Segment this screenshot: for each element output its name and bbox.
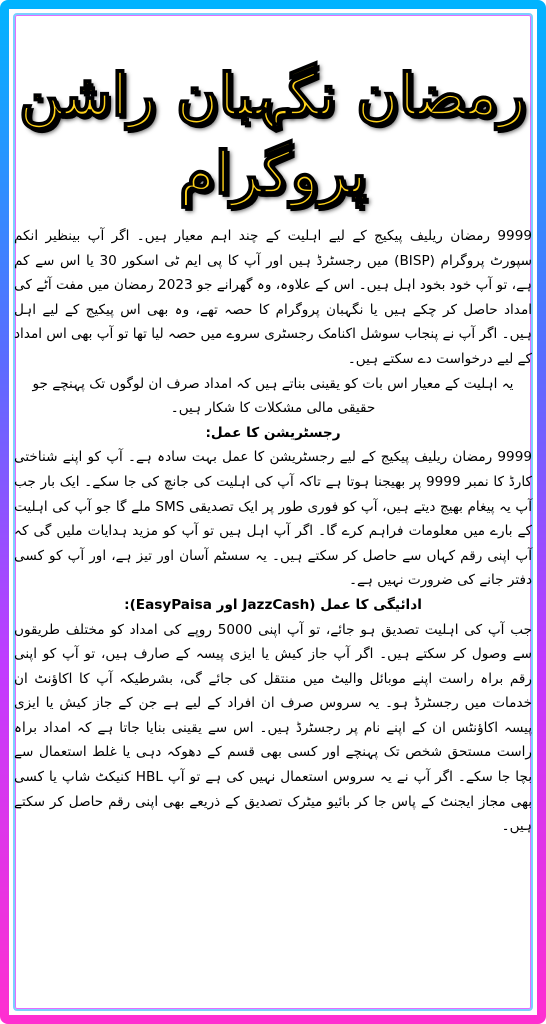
article-body bbox=[14, 224, 532, 839]
page-title-line2: پروگرام bbox=[179, 139, 367, 207]
payment-paragraph: جب آپ کی اہلیت تصدیق ہو جائے، تو آپ اپنی 5000 روپے کی امداد کو مختلف طریقوں سے وصول کر سکتے ہیں۔ اگر آپ جاز کیش یا ایزی پیسہ کے صارف ہیں، تو آپ کو اپنی رقم براہ راست اپنے موبائل والیٹ میں منتقل کی جائے گی، بشرطیکہ آپ کا اکاؤنٹ ان خدمات میں رجسٹرڈ ہو۔ یہ سروس صرف ان افراد کے لیے ہے جن کے جاز کیش یا ایزی پیسہ اکاؤنٹس ان کے اپنے نام پر رجسٹرڈ ہیں۔ اس سے یقینی بنایا جاتا ہے کہ امداد براہ راست مستحق شخص تک پہنچے اور کسی بھی قسم کے دھوکہ دہی یا غلط استعمال سے بچا جا سکے۔ اگر آپ نے یہ سروس استعمال نہیں کی ہے تو آپ HBL کنیکٹ شاپ یا کسی بھی مجاز ایجنٹ کے پاس جا کر بائیو میٹرک تصدیق کے ذریعے بھی اپنی رقم حاصل کر سکتے ہیں۔ bbox=[14, 621, 533, 835]
registration-heading: رجسٹریشن کا عمل: bbox=[205, 424, 341, 441]
eligibility-paragraph: 9999 رمضان ریلیف پیکیج کے لیے اہلیت کے چند اہم معیار ہیں۔ اگر آپ بینظیر انکم سپورٹ پروگرام (BISP) میں رجسٹرڈ ہیں اور آپ کا پی ایم ٹی اسکور 30 یا اس سے کم ہے، تو آپ خود بخود اہل ہیں۔ اس کے علاوہ، وہ گھرانے جو 2023 رمضان میں مفت آٹے کی امداد حاصل کر چکے ہیں یا نگہبان پروگرام کا حصہ تھے، وہ بھی اس پیکیج کے لیے اہل ہیں۔ اگر آپ نے پنجاب سوشل اکنامک رجسٹری سروے میں حصہ لیا تھا تو آپ بھی اس امداد کے لیے درخواست دے سکتے ہیں۔ bbox=[14, 228, 532, 367]
eligibility-summary: یہ اہلیت کے معیار اس بات کو یقینی بناتے ہیں کہ امداد صرف ان لوگوں تک پہنچے جو حقیقی مالی مشکلات کا شکار ہیں۔ bbox=[32, 375, 514, 417]
page-title-line1: رمضان نگہبان راشن bbox=[19, 61, 526, 129]
registration-paragraph: 9999 رمضان ریلیف پیکیج کے لیے رجسٹریشن کا عمل بہت سادہ ہے۔ آپ کو اپنے شناختی کارڈ کا نمبر 9999 پر بھیجنا ہوتا ہے تاکہ آپ کی اہلیت کی جانچ کی جا سکے۔ ایک بار جب آپ یہ پیغام بھیج دیتے ہیں، آپ کو فوری طور پر ایک تصدیقی SMS ملے گا جو آپ کی اہلیت کے بارے میں معلومات فراہم کرے گا۔ اگر آپ اہل ہیں تو آپ کو مزید ہدایات ملیں گی کہ آپ اپنی رقم کہاں سے حاصل کر سکتے ہیں۔ یہ سسٹم آسان اور تیز ہے، اور آپ کو کسی دفتر جانے کی ضرورت نہیں ہے۔ bbox=[14, 449, 532, 589]
payment-heading: ادائیگی کا عمل (JazzCash اور EasyPaisa): bbox=[124, 596, 422, 613]
